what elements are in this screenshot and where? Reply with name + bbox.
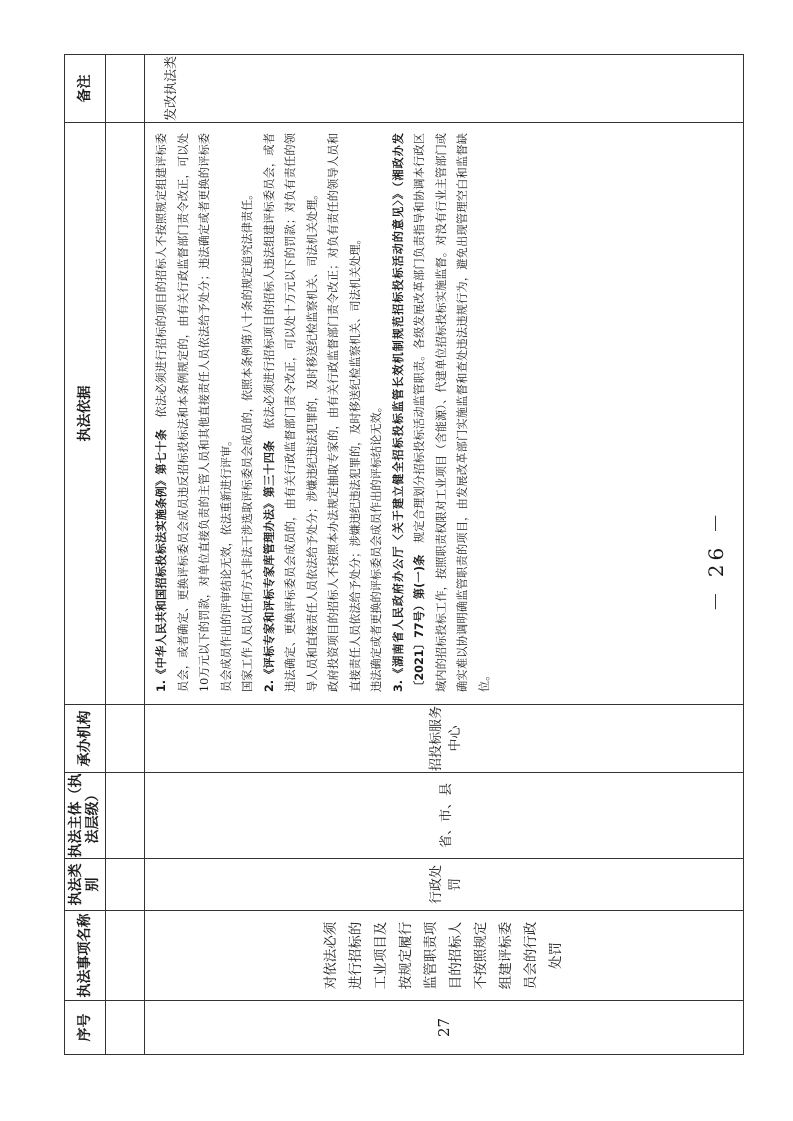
basis-paragraph-3: 2.《评标专家和评标专家库管理办法》第三十四条 依法必须进行招标项目的招标人违法组建评标委员会，或者违法确定、更换评标委员会成员的，由有关行政监督部门责令改正，可以处十万元以下的罚款；对负有责任的领导人员和直接责任人员依法给予处分；涉嫌违纪违法犯罪的，及时移送纪检监察机关、司法机关处理。 bbox=[262, 133, 319, 692]
spacer-row bbox=[106, 55, 145, 1055]
header-seq: 序号 bbox=[65, 1001, 106, 1055]
page-number: － 26 － bbox=[704, 509, 728, 612]
row-basis bbox=[145, 123, 744, 705]
header-category: 执法类别 bbox=[65, 859, 106, 911]
row-item-name: 对依法必须进行招标的工业项目及按规定履行监管职责项目的招标人不按照规定组建评标委员会的行政处罚 bbox=[145, 911, 744, 1001]
basis-paragraph-5: 违法确定或者更换的评标委员会成员作出的评标结论无效。 bbox=[370, 401, 383, 692]
header-item-name: 执法事项名称 bbox=[65, 911, 106, 1001]
header-basis: 执法依据 bbox=[65, 123, 106, 705]
row-remark: 发改执法类 bbox=[145, 55, 744, 123]
row-agency: 招投标服务中心 bbox=[145, 705, 744, 773]
basis-paragraph-2: 国家工作人员以任何方式非法干涉选取评标委员会成员的，依照本条例第八十条的规定追究法律责任。 bbox=[241, 188, 254, 692]
row-seq: 27 bbox=[145, 1001, 744, 1055]
header-row bbox=[65, 55, 106, 1055]
table-row bbox=[145, 55, 744, 1055]
row-category: 行政处罚 bbox=[145, 859, 744, 911]
header-agency: 承办机构 bbox=[65, 705, 106, 773]
basis-paragraph-6: 3.《湖南省人民政府办公厅〈关于建立健全招标投标监管长效机制规范招标投标活动的意见〉》（湘政办发〔2021〕77号）第(一)条 规定合理划分招标投标活动监管职责。各级发展改革部门负责指导和协调本行政区域内的招标投标工作，按照职责权限对工业项目（含能源）、代建单位招标投标实施监督。对没有行业主管部门或确实难以协调明确监管职责的项目，由发展改革部门实施监督和查处违法违规行为，避免出现管理空白和监督缺位。 bbox=[391, 133, 491, 692]
header-remark: 备注 bbox=[65, 55, 106, 123]
enforcement-table bbox=[64, 54, 744, 1055]
basis-paragraph-1: 1.《中华人民共和国招标投标法实施条例》第七十条 依法必须进行招标的项目的招标人不按照规定组建评标委员会，或者确定、更换评标委员会成员违反招标投标法和本条例规定的，由有关行政监督部门责令改正，可以处10万元以下的罚款，对单位直接负责的主管人员和其他直接责任人员依法给予处分；违法确定或者更换的评标委员会成员作出的评审结论无效，依法重新进行评审。 bbox=[155, 133, 233, 692]
basis-paragraph-4: 政府投资项目的招标人不按照本办法规定抽取专家的，由有关行政监督部门责令改正；对负有责任的领导人员和直接责任人员依法给予处分；涉嫌违纪违法犯罪的，及时移送纪检监察机关、司法机关处理。 bbox=[327, 133, 362, 692]
header-subject: 执法主体（执法层级） bbox=[65, 773, 106, 859]
row-subject: 省、市、县 bbox=[145, 773, 744, 859]
